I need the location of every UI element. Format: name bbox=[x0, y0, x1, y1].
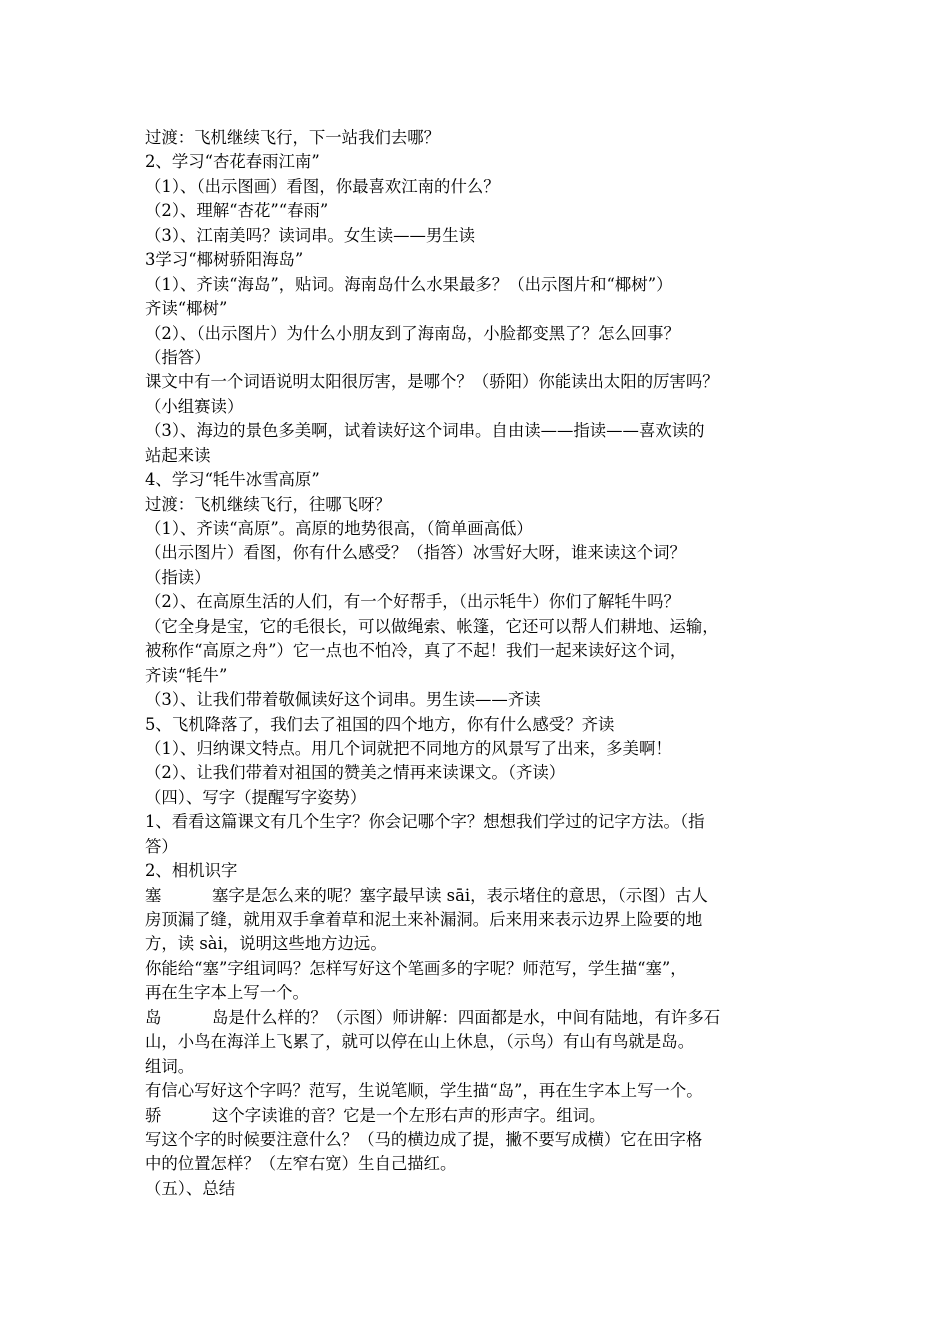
character-heading: 塞 bbox=[145, 885, 162, 905]
text-line: 写这个字的时候要注意什么？（马的横边成了提，撇不要写成横）它在田字格 bbox=[145, 1129, 703, 1149]
character-entry-line bbox=[145, 1006, 811, 1030]
text-line: （五）、总结 bbox=[145, 1178, 236, 1198]
text-line: 3学习“椰树骄阳海岛” bbox=[145, 250, 304, 270]
text-line: 5、飞机降落了，我们去了祖国的四个地方，你有什么感受？齐读 bbox=[145, 714, 615, 734]
text-line: 站起来读 bbox=[145, 445, 211, 465]
text-line: 齐读“牦牛” bbox=[145, 665, 228, 685]
character-heading: 骄 bbox=[145, 1105, 162, 1125]
character-explanation: 岛是什么样的？（示图）师讲解：四面都是水，中间有陆地，有许多石 bbox=[212, 1007, 721, 1027]
character-explanation: 这个字读谁的音？它是一个左形右声的形声字。组词。 bbox=[212, 1105, 606, 1125]
text-line: 课文中有一个词语说明太阳很厉害，是哪个？（骄阳）你能读出太阳的厉害吗？ bbox=[145, 372, 719, 392]
text-line: 中的位置怎样？（左窄右宽）生自己描红。 bbox=[145, 1154, 457, 1174]
text-line: （指答） bbox=[145, 347, 211, 367]
text-line: 过渡：飞机继续飞行，往哪飞呀？ bbox=[145, 494, 391, 514]
text-line: 有信心写好这个字吗？范写，生说笔顺，学生描“岛”，再在生字本上写一个。 bbox=[145, 1081, 703, 1101]
text-line: 过渡：飞机继续飞行，下一站我们去哪？ bbox=[145, 128, 441, 147]
character-heading: 岛 bbox=[145, 1007, 162, 1027]
text-line: 被称作“高原之舟”）它一点也不怕冷，真了不起！我们一起来读好这个词， bbox=[145, 641, 687, 661]
text-line: （2）、（出示图片）为什么小朋友到了海南岛，小脸都变黑了？怎么回事？ bbox=[145, 323, 680, 343]
text-line: （指读） bbox=[145, 567, 211, 587]
text-line: 房顶漏了缝，就用双手拿着草和泥土来补漏洞。后来用来表示边界上险要的地 bbox=[145, 910, 703, 929]
text-line: 山，小鸟在海洋上飞累了，就可以停在山上休息，（示鸟）有山有鸟就是岛。 bbox=[145, 1032, 695, 1052]
text-line: （1）、齐读“海岛”，贴词。海南岛什么水果最多？（出示图片和“椰树”） bbox=[145, 274, 673, 294]
text-line: （3）、江南美吗？读词串。女生读——男生读 bbox=[145, 225, 476, 245]
text-line: （3）、海边的景色多美啊，试着读好这个词串。自由读——指读——喜欢读的 bbox=[145, 421, 705, 441]
text-line: 答） bbox=[145, 836, 178, 856]
text-line: 组词。 bbox=[145, 1056, 195, 1076]
text-line: （小组赛读） bbox=[145, 396, 244, 416]
text-line: 2、相机识字 bbox=[145, 861, 238, 881]
text-line: （2）、在高原生活的人们，有一个好帮手，（出示牦牛）你们了解牦牛吗？ bbox=[145, 592, 680, 612]
document-body bbox=[145, 126, 811, 1201]
text-line: （3）、让我们带着敬佩读好这个词串。男生读——齐读 bbox=[145, 690, 541, 710]
text-line: （1）、归纳课文特点。用几个词就把不同地方的风景写了出来，多美啊！ bbox=[145, 738, 672, 758]
character-entry-line bbox=[145, 884, 811, 908]
text-line: （1）、齐读“高原”。高原的地势很高，（简单画高低） bbox=[145, 519, 533, 538]
text-line: 1、看看这篇课文有几个生字？你会记哪个字？想想我们学过的记字方法。（指 bbox=[145, 812, 705, 832]
text-line: （四）、写字（提醒写字姿势） bbox=[145, 787, 367, 807]
text-line: 2、学习“杏花春雨江南” bbox=[145, 152, 320, 172]
text-line: 再在生字本上写一个。 bbox=[145, 983, 309, 1003]
character-entry-line bbox=[145, 1104, 811, 1128]
text-line: （出示图片）看图，你有什么感受？（指答）冰雪好大呀，谁来读这个词？ bbox=[145, 543, 686, 563]
text-line: 你能给“塞”字组词吗？怎样写好这个笔画多的字呢？师范写，学生描“塞”， bbox=[145, 958, 687, 978]
text-line: （2）、让我们带着对祖国的赞美之情再来读课文。（齐读） bbox=[145, 763, 566, 783]
text-line: 4、学习“牦牛冰雪高原” bbox=[145, 470, 320, 490]
text-line: （它全身是宝，它的毛很长，可以做绳索、帐篷，它还可以帮人们耕地、运输， bbox=[145, 616, 719, 636]
text-line: 方，读 sài，说明这些地方边远。 bbox=[145, 934, 387, 954]
text-line: （1）、（出示图画）看图，你最喜欢江南的什么？ bbox=[145, 176, 500, 196]
text-line: 齐读“椰树” bbox=[145, 299, 228, 319]
text-line: （2）、理解“杏花”“春雨” bbox=[145, 201, 329, 221]
character-explanation: 塞字是怎么来的呢？塞字最早读 sāi，表示堵住的意思，（示图）古人 bbox=[212, 885, 708, 905]
